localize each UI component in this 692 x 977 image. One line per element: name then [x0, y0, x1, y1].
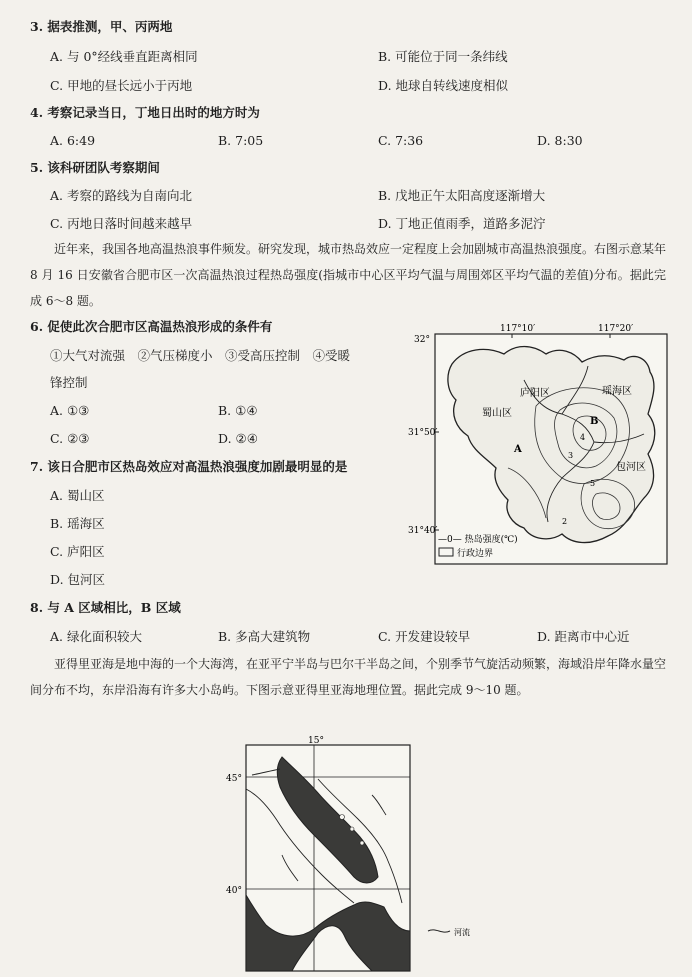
q6-option-b: B. ①④ — [218, 403, 258, 418]
q5-stem: 5. 该科研团队考察期间 — [30, 160, 160, 175]
q5-option-a: A. 考察的路线为自南向北 — [50, 188, 192, 203]
lon-label-2: 117°20′ — [598, 324, 634, 334]
q4-option-d: D. 8:30 — [537, 133, 583, 148]
q5-option-b: B. 戊地正午太阳高度逐渐增大 — [378, 188, 546, 203]
legend-river: 河流 — [454, 928, 470, 937]
q4-option-b: B. 7:05 — [218, 133, 264, 148]
lon-label-15: 15° — [308, 736, 324, 746]
q6-option-a: A. ①③ — [50, 403, 90, 418]
passage-adriatic: 亚得里亚海是地中海的一个大海湾，在亚平宁半岛与巴尔干半岛之间，个别季节气旋活动频繁，海域沿岸年降水量空间分布不均，东岸沿海有许多大小岛屿。下图示意亚得里亚海地理位置。据此完成 9～10 题。 — [30, 657, 667, 697]
district-label-luyang: 庐阳区 — [520, 388, 550, 399]
district-label-yaohai: 瑶海区 — [602, 386, 632, 397]
isoline-value-2: 2 — [562, 517, 568, 526]
q6-option-c: C. ②③ — [50, 431, 90, 446]
lat-label-2: 31°50′ — [408, 428, 438, 438]
q3-option-c: C. 甲地的昼长远小于丙地 — [50, 78, 193, 93]
q7-option-d: D. 包河区 — [50, 572, 106, 587]
lon-label-1: 117°10′ — [500, 324, 536, 334]
district-label-baohe: 包河区 — [616, 462, 646, 473]
q6-statements-cont: 锋控制 — [50, 375, 88, 390]
hefei-heat-island-map — [408, 318, 674, 590]
legend-boundary: 行政边界 — [457, 549, 494, 559]
q5-option-c: C. 丙地日落时间越来越早 — [50, 216, 193, 231]
isoline-value-5: 5 — [590, 479, 596, 488]
q7-option-b: B. 瑶海区 — [50, 516, 105, 531]
adriatic-sea-map — [222, 735, 492, 973]
region-a-label: A — [514, 444, 522, 455]
q7-option-c: C. 庐阳区 — [50, 544, 105, 559]
q6-option-d: D. ②④ — [218, 431, 258, 446]
district-label-shushan: 蜀山区 — [482, 408, 512, 419]
q7-stem: 7. 该日合肥市区热岛效应对高温热浪强度加剧最明显的是 — [30, 459, 348, 474]
lat-label-45: 45° — [226, 774, 242, 784]
q8-option-d: D. 距离市中心近 — [537, 629, 630, 644]
legend-isoline: —0— 热岛强度(℃) — [438, 535, 518, 545]
q4-option-a: A. 6:49 — [50, 133, 96, 148]
isoline-value-3: 3 — [568, 451, 574, 460]
legend-river-symbol — [428, 930, 450, 932]
q8-option-a: A. 绿化面积较大 — [50, 629, 142, 644]
q4-stem: 4. 考察记录当日，丁地日出时的地方时为 — [30, 105, 260, 120]
lat-label-3: 31°40′ — [408, 526, 438, 536]
q4-option-c: C. 7:36 — [378, 133, 424, 148]
q8-option-b: B. 多高大建筑物 — [218, 629, 311, 644]
q3-option-d: D. 地球自转线速度相似 — [378, 78, 509, 93]
q3-option-b: B. 可能位于同一条纬线 — [378, 49, 508, 64]
lat-label-1: 32° — [414, 335, 430, 345]
isoline-value-4: 4 — [580, 433, 586, 442]
region-b-label: B — [590, 416, 599, 427]
q8-stem: 8. 与 A 区域相比，B 区域 — [30, 600, 181, 615]
q8-option-c: C. 开发建设较早 — [378, 629, 471, 644]
q6-stem: 6. 促使此次合肥市区高温热浪形成的条件有 — [30, 319, 273, 334]
q3-stem: 3. 据表推测，甲、丙两地 — [30, 19, 173, 34]
q6-statements: ①大气对流强 ②气压梯度小 ③受高压控制 ④受暖 — [50, 348, 351, 363]
passage-heat-island: 近年来，我国各地高温热浪事件频发。研究发现，城市热岛效应一定程度上会加剧城市高温热浪强度。右图示意某年 8 月 16 日安徽省合肥市区一次高温热浪过程热岛强度(指城市中心区平均气温与周围郊区平均气温的差值)分布。据此完成 6～8 题。 — [30, 242, 667, 308]
q3-option-a: A. 与 0°经线垂直距离相同 — [50, 49, 198, 64]
lat-label-40: 40° — [226, 886, 242, 896]
q5-option-d: D. 丁地正值雨季，道路多泥泞 — [378, 216, 546, 231]
q7-option-a: A. 蜀山区 — [50, 488, 105, 503]
